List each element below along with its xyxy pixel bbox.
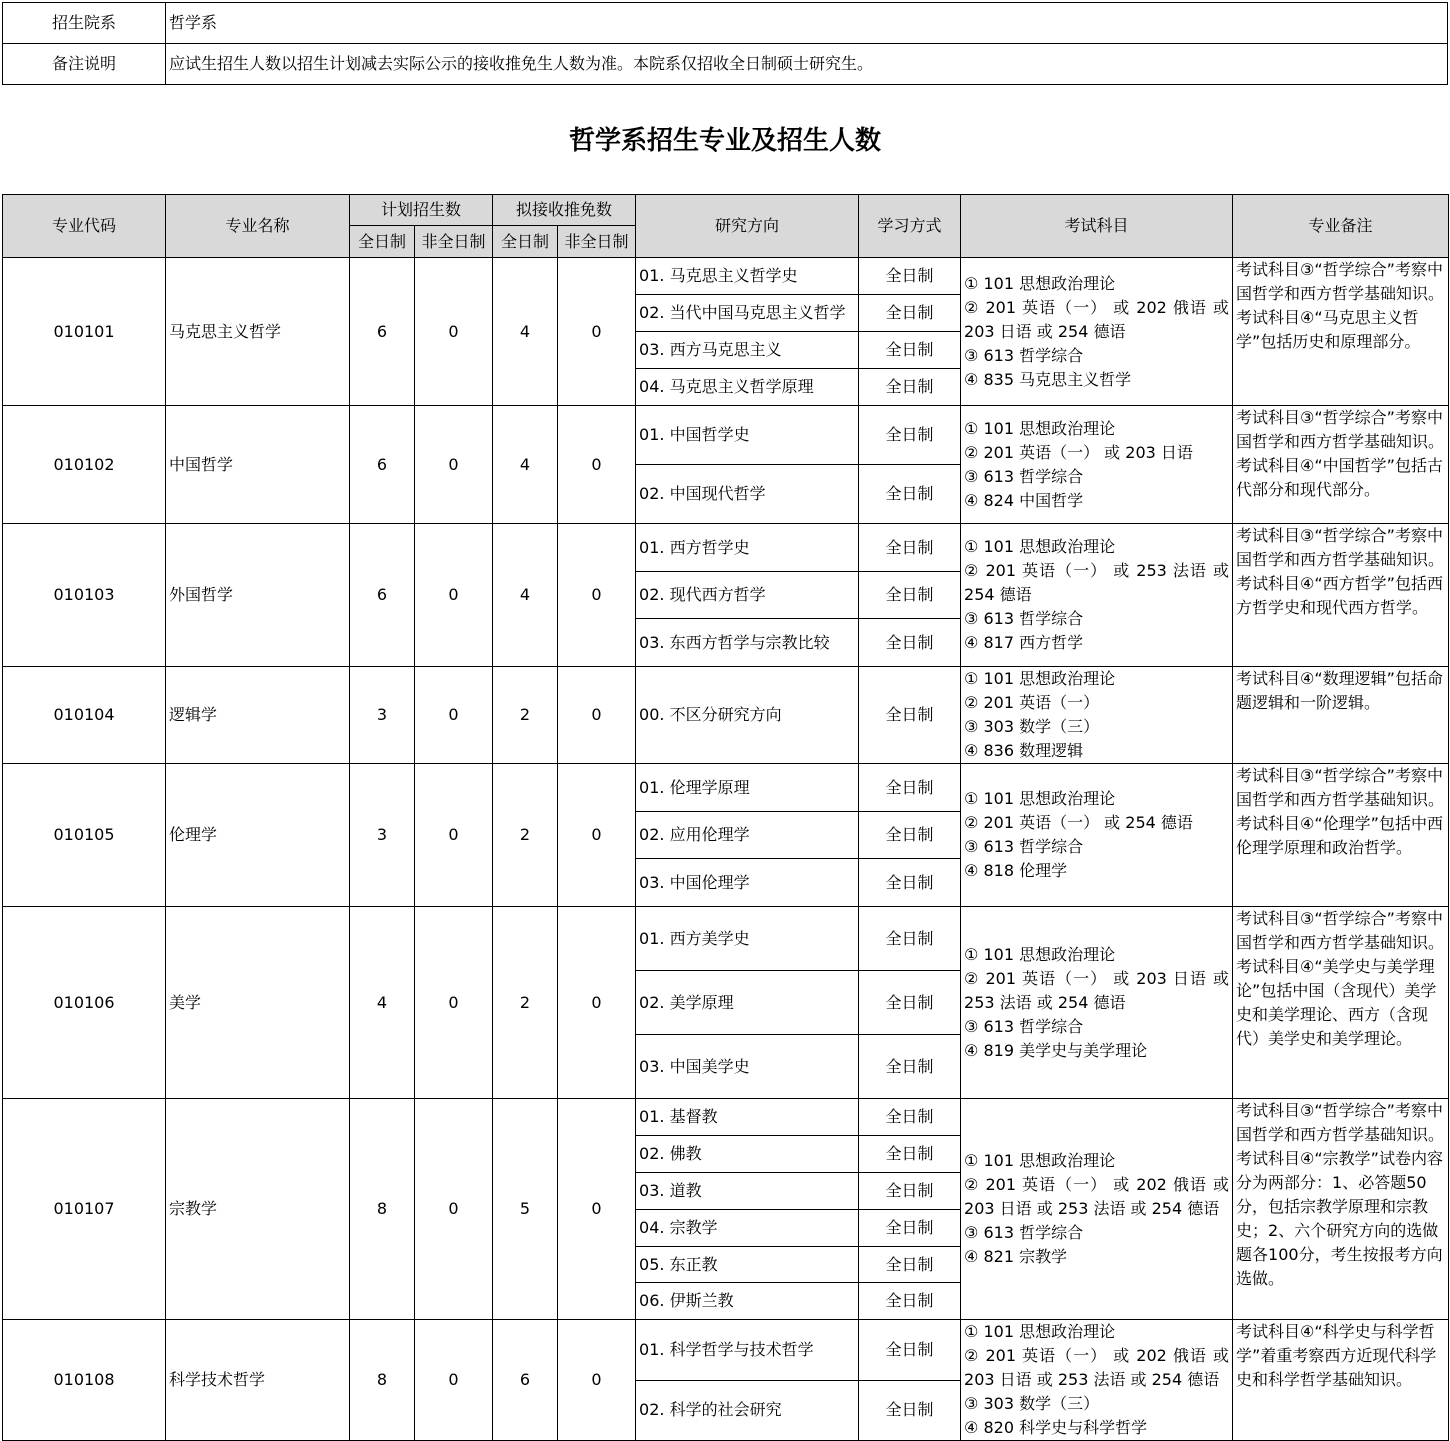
study-mode: 全日制: [859, 907, 961, 971]
header-tuimian: 拟接收推免数: [493, 195, 636, 226]
exam-subjects: [961, 258, 1233, 406]
tuimian-full-count: 2: [493, 667, 558, 764]
info-table: [2, 2, 1448, 85]
major-name: 伦理学: [166, 764, 350, 907]
direction-name: 02. 当代中国马克思主义哲学: [636, 295, 859, 332]
major-code: 010108: [3, 1320, 166, 1441]
plan-full-count: 3: [350, 667, 415, 764]
remark-line: 考试科目③“哲学综合”考察中国哲学和西方哲学基础知识。: [1236, 526, 1445, 569]
exam-subjects: [961, 1320, 1233, 1441]
header-plan: 计划招生数: [350, 195, 493, 226]
plan-part-count: 0: [415, 524, 493, 667]
plan-full-count: 4: [350, 907, 415, 1099]
major-code: 010106: [3, 907, 166, 1099]
major-name: 科学技术哲学: [166, 1320, 350, 1441]
remark-line: 考试科目③“哲学综合”考察中国哲学和西方哲学基础知识。: [1236, 408, 1445, 451]
exam-subject-line: ① 101 思想政治理论: [964, 669, 1116, 688]
study-mode: 全日制: [859, 812, 961, 859]
tuimian-part-count: 0: [558, 524, 636, 667]
plan-full-count: 6: [350, 406, 415, 524]
exam-subject-line: ③ 303 数学（三）: [964, 717, 1100, 736]
info-row-remark: [3, 44, 1448, 85]
table-row: [3, 1099, 1449, 1136]
tuimian-full-count: 4: [493, 524, 558, 667]
plan-part-count: 0: [415, 1099, 493, 1320]
exam-subject-line: ① 101 思想政治理论: [964, 789, 1116, 808]
info-value: 应试生招生人数以招生计划减去实际公示的接收推免生人数为准。本院系仅招收全日制硕士研究生。: [166, 44, 1448, 85]
remark-line: 考试科目③“哲学综合”考察中国哲学和西方哲学基础知识。: [1236, 1101, 1445, 1144]
header-plan-full: 全日制: [350, 226, 415, 258]
study-mode: 全日制: [859, 1099, 961, 1136]
exam-subject-line: ③ 613 哲学综合: [964, 1223, 1084, 1242]
table-row: [3, 524, 1449, 572]
tuimian-part-count: 0: [558, 1099, 636, 1320]
study-mode: 全日制: [859, 295, 961, 332]
exam-subject-line: ① 101 思想政治理论: [964, 1151, 1116, 1170]
plan-part-count: 0: [415, 907, 493, 1099]
tuimian-full-count: 4: [493, 258, 558, 406]
exam-subject-line: ① 101 思想政治理论: [964, 273, 1116, 293]
tuimian-part-count: 0: [558, 1320, 636, 1441]
study-mode: 全日制: [859, 1210, 961, 1247]
plan-full-count: 3: [350, 764, 415, 907]
direction-name: 02. 应用伦理学: [636, 812, 859, 859]
header-tuimian-part: 非全日制: [558, 226, 636, 258]
major-remark: [1233, 1099, 1449, 1320]
direction-name: 01. 西方美学史: [636, 907, 859, 971]
plan-part-count: 0: [415, 667, 493, 764]
direction-name: 03. 中国美学史: [636, 1035, 859, 1099]
study-mode: 全日制: [859, 1136, 961, 1173]
header-plan-part: 非全日制: [415, 226, 493, 258]
direction-name: 03. 中国伦理学: [636, 859, 859, 907]
direction-name: 04. 马克思主义哲学原理: [636, 369, 859, 406]
exam-subject-line: ② 201 英语（一） 或 202 俄语 或 203 日语 或 253 法语 或 254 德语: [964, 1175, 1230, 1218]
major-remark: [1233, 764, 1449, 907]
direction-name: 03. 道教: [636, 1173, 859, 1210]
direction-name: 01. 伦理学原理: [636, 764, 859, 812]
exam-subject-line: ④ 836 数理逻辑: [964, 741, 1084, 760]
info-label: 备注说明: [3, 44, 166, 85]
exam-subject-line: ③ 613 哲学综合: [964, 609, 1084, 628]
majors-body: [3, 258, 1449, 1441]
direction-name: 01. 科学哲学与技术哲学: [636, 1320, 859, 1381]
exam-subject-line: ② 201 英语（一） 或 254 德语: [964, 813, 1193, 832]
major-remark: [1233, 907, 1449, 1099]
major-code: 010104: [3, 667, 166, 764]
remark-line: 考试科目③“哲学综合”考察中国哲学和西方哲学基础知识。: [1236, 260, 1445, 303]
exam-subject-line: ④ 824 中国哲学: [964, 490, 1084, 510]
major-remark: [1233, 524, 1449, 667]
major-code: 010101: [3, 258, 166, 406]
tuimian-full-count: 6: [493, 1320, 558, 1441]
exam-subject-line: ② 201 英语（一） 或 203 日语 或 253 法语 或 254 德语: [964, 968, 1230, 1012]
tuimian-part-count: 0: [558, 667, 636, 764]
direction-name: 02. 现代西方哲学: [636, 572, 859, 619]
exam-subjects: [961, 406, 1233, 524]
info-row-department: [3, 3, 1448, 44]
exam-subject-line: ② 201 英语（一） 或 253 法语 或 254 德语: [964, 561, 1230, 604]
direction-name: 01. 马克思主义哲学史: [636, 258, 859, 295]
plan-part-count: 0: [415, 258, 493, 406]
exam-subjects: [961, 764, 1233, 907]
study-mode: 全日制: [859, 369, 961, 406]
header-name: 专业名称: [166, 195, 350, 258]
exam-subject-line: ③ 613 哲学综合: [964, 837, 1084, 856]
study-mode: 全日制: [859, 667, 961, 764]
header-code: 专业代码: [3, 195, 166, 258]
plan-part-count: 0: [415, 764, 493, 907]
study-mode: 全日制: [859, 406, 961, 465]
exam-subjects: [961, 907, 1233, 1099]
study-mode: 全日制: [859, 1380, 961, 1441]
direction-name: 02. 中国现代哲学: [636, 465, 859, 524]
header-tuimian-full: 全日制: [493, 226, 558, 258]
major-name: 逻辑学: [166, 667, 350, 764]
exam-subject-line: ② 201 英语（一） 或 202 俄语 或 203 日语 或 254 德语: [964, 297, 1230, 341]
direction-name: 03. 东西方哲学与宗教比较: [636, 619, 859, 667]
exam-subject-line: ② 201 英语（一）: [964, 693, 1100, 712]
major-remark: [1233, 406, 1449, 524]
major-name: 美学: [166, 907, 350, 1099]
study-mode: 全日制: [859, 332, 961, 369]
exam-subject-line: ④ 817 西方哲学: [964, 633, 1084, 652]
major-name: 宗教学: [166, 1099, 350, 1320]
exam-subject-line: ④ 835 马克思主义哲学: [964, 369, 1132, 389]
exam-subject-line: ④ 820 科学史与科学哲学: [964, 1418, 1148, 1437]
remark-line: 考试科目④“中国哲学”包括古代部分和现代部分。: [1236, 456, 1443, 499]
table-row: [3, 764, 1449, 812]
plan-full-count: 6: [350, 258, 415, 406]
remark-line: 考试科目④“数理逻辑”包括命题逻辑和一阶逻辑。: [1236, 669, 1443, 712]
major-name: 中国哲学: [166, 406, 350, 524]
remark-line: 考试科目④“伦理学”包括中西伦理学原理和政治哲学。: [1236, 814, 1443, 857]
major-remark: [1233, 1320, 1449, 1441]
study-mode: 全日制: [859, 1283, 961, 1320]
tuimian-full-count: 2: [493, 764, 558, 907]
exam-subjects: [961, 524, 1233, 667]
major-code: 010107: [3, 1099, 166, 1320]
exam-subject-line: ② 201 英语（一） 或 202 俄语 或 203 日语 或 253 法语 或 254 德语: [964, 1346, 1230, 1389]
plan-full-count: 8: [350, 1099, 415, 1320]
table-row: [3, 1320, 1449, 1381]
direction-name: 01. 西方哲学史: [636, 524, 859, 572]
plan-part-count: 0: [415, 406, 493, 524]
study-mode: 全日制: [859, 619, 961, 667]
header-direction: 研究方向: [636, 195, 859, 258]
direction-name: 01. 基督教: [636, 1099, 859, 1136]
info-label: 招生院系: [3, 3, 166, 44]
remark-line: 考试科目④“美学史与美学理论”包括中国（含现代）美学史和美学理论、西方（含现代）美学史和美学理论。: [1236, 957, 1437, 1048]
info-value: 哲学系: [166, 3, 1448, 44]
study-mode: 全日制: [859, 258, 961, 295]
tuimian-part-count: 0: [558, 764, 636, 907]
plan-full-count: 6: [350, 524, 415, 667]
remark-line: 考试科目④“西方哲学”包括西方哲学史和现代西方哲学。: [1236, 574, 1443, 617]
study-mode: 全日制: [859, 524, 961, 572]
remark-line: 考试科目④“宗教学”试卷内容分为两部分：1、必答题50分，包括宗教学原理和宗教史；2、六个研究方向的选做题各100分，考生按报考方向选做。: [1236, 1149, 1443, 1288]
exam-subject-line: ④ 819 美学史与美学理论: [964, 1040, 1148, 1060]
exam-subjects: [961, 1099, 1233, 1320]
remark-line: 考试科目④“科学史与科学哲学”着重考察西方近现代科学史和科学哲学基础知识。: [1236, 1322, 1437, 1389]
exam-subject-line: ④ 821 宗教学: [964, 1247, 1068, 1266]
tuimian-part-count: 0: [558, 258, 636, 406]
plan-part-count: 0: [415, 1320, 493, 1441]
major-name: 外国哲学: [166, 524, 350, 667]
tuimian-full-count: 5: [493, 1099, 558, 1320]
remark-line: 考试科目③“哲学综合”考察中国哲学和西方哲学基础知识。: [1236, 766, 1445, 809]
exam-subject-line: ① 101 思想政治理论: [964, 1322, 1116, 1341]
header-subjects: 考试科目: [961, 195, 1233, 258]
exam-subject-line: ① 101 思想政治理论: [964, 537, 1116, 556]
major-code: 010105: [3, 764, 166, 907]
direction-name: 02. 科学的社会研究: [636, 1380, 859, 1441]
exam-subjects: [961, 667, 1233, 764]
study-mode: 全日制: [859, 465, 961, 524]
study-mode: 全日制: [859, 1320, 961, 1381]
table-row: [3, 667, 1449, 764]
tuimian-part-count: 0: [558, 907, 636, 1099]
major-remark: [1233, 258, 1449, 406]
direction-name: 05. 东正教: [636, 1247, 859, 1283]
table-row: [3, 258, 1449, 295]
direction-name: 01. 中国哲学史: [636, 406, 859, 465]
direction-name: 02. 佛教: [636, 1136, 859, 1173]
direction-name: 04. 宗教学: [636, 1210, 859, 1247]
header-mode: 学习方式: [859, 195, 961, 258]
header-row: [3, 195, 1449, 226]
header-remark: 专业备注: [1233, 195, 1449, 258]
exam-subject-line: ③ 303 数学（三）: [964, 1394, 1100, 1413]
major-code: 010102: [3, 406, 166, 524]
exam-subject-line: ③ 613 哲学综合: [964, 345, 1084, 365]
study-mode: 全日制: [859, 1173, 961, 1210]
direction-name: 03. 西方马克思主义: [636, 332, 859, 369]
remark-line: 考试科目③“哲学综合”考察中国哲学和西方哲学基础知识。: [1236, 909, 1445, 952]
direction-name: 06. 伊斯兰教: [636, 1283, 859, 1320]
tuimian-part-count: 0: [558, 406, 636, 524]
exam-subject-line: ② 201 英语（一） 或 203 日语: [964, 442, 1193, 462]
exam-subject-line: ④ 818 伦理学: [964, 861, 1068, 880]
remark-line: 考试科目④“马克思主义哲学”包括历史和原理部分。: [1236, 308, 1421, 351]
study-mode: 全日制: [859, 572, 961, 619]
major-code: 010103: [3, 524, 166, 667]
plan-full-count: 8: [350, 1320, 415, 1441]
direction-name: 02. 美学原理: [636, 971, 859, 1035]
exam-subject-line: ① 101 思想政治理论: [964, 944, 1116, 964]
table-row: [3, 907, 1449, 971]
exam-subject-line: ① 101 思想政治理论: [964, 418, 1116, 438]
major-name: 马克思主义哲学: [166, 258, 350, 406]
tuimian-full-count: 4: [493, 406, 558, 524]
study-mode: 全日制: [859, 971, 961, 1035]
exam-subject-line: ③ 613 哲学综合: [964, 1016, 1084, 1036]
table-row: [3, 406, 1449, 465]
study-mode: 全日制: [859, 859, 961, 907]
study-mode: 全日制: [859, 1035, 961, 1099]
page-title: 哲学系招生专业及招生人数: [568, 126, 881, 156]
major-remark: [1233, 667, 1449, 764]
direction-name: 00. 不区分研究方向: [636, 667, 859, 764]
study-mode: 全日制: [859, 764, 961, 812]
majors-table: [2, 194, 1449, 1441]
tuimian-full-count: 2: [493, 907, 558, 1099]
study-mode: 全日制: [859, 1247, 961, 1283]
exam-subject-line: ③ 613 哲学综合: [964, 466, 1084, 486]
